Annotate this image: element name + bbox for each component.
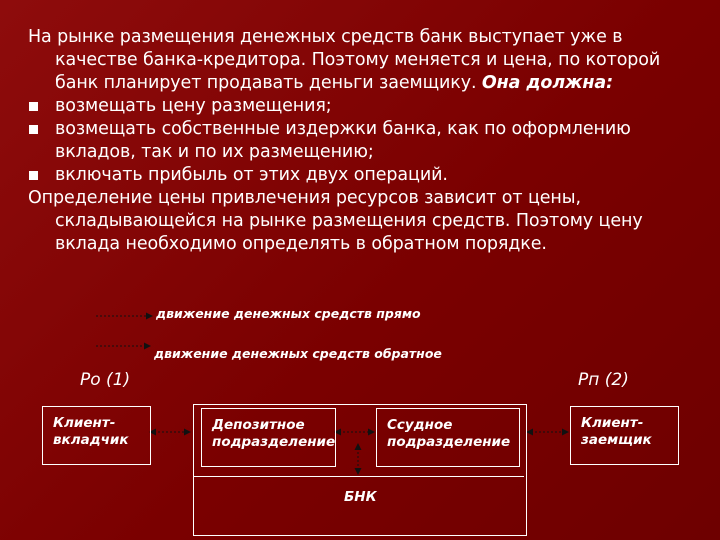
- box-loan-division: [376, 408, 520, 467]
- intro-emphasis: Она должна:: [481, 73, 613, 93]
- intro-line-3-text: банк планирует продавать деньги заемщику.: [55, 73, 482, 93]
- price-label-left: Pо (1): [80, 370, 131, 390]
- box-client-depositor: [42, 406, 151, 465]
- box-client-borrower-line2: заемщик: [581, 432, 652, 448]
- box-deposit-division: [201, 408, 336, 467]
- box-client-borrower-line1: Клиент-: [581, 415, 644, 431]
- box-client-depositor-text: [53, 415, 129, 449]
- box-client-borrower-text: [581, 415, 652, 449]
- box-client-depositor-line2: вкладчик: [53, 432, 129, 448]
- conclusion-line-2: складывающейся на рынке размещения средств. Поэтому цену: [55, 211, 643, 231]
- box-loan-division-line2: подразделение: [387, 434, 511, 450]
- box-loan-division-text: [387, 417, 510, 451]
- legend-reverse-label: движение денежных средств обратное: [154, 346, 442, 361]
- conclusion-line-1: Определение цены привлечения ресурсов зависит от цены,: [28, 188, 581, 208]
- intro-line-1: На рынке размещения денежных средств банк выступает уже в: [28, 27, 623, 47]
- intro-line-2: качестве банка-кредитора. Поэтому меняется и цена, по которой: [55, 50, 661, 70]
- price-label-right: Pп (2): [578, 370, 629, 390]
- bullet-text-1: возмещать цену размещения;: [55, 96, 332, 116]
- box-client-depositor-line1: Клиент-: [53, 415, 116, 431]
- box-client-borrower: [570, 406, 679, 465]
- conclusion-line-3: вклада необходимо определять в обратном порядке.: [55, 234, 547, 254]
- box-deposit-division-line1: Депозитное: [212, 417, 305, 433]
- box-bank-bottom: [194, 476, 524, 534]
- bullet-text-3: включать прибыль от этих двух операций.: [55, 165, 448, 185]
- box-bank-label: БНК: [344, 489, 377, 505]
- box-deposit-division-line2: подразделение: [212, 434, 336, 450]
- bullet-text-2a: возмещать собственные издержки банка, как по оформлению: [55, 119, 631, 139]
- legend-forward-label: движение денежных средств прямо: [156, 306, 421, 321]
- box-deposit-division-text: [212, 417, 335, 451]
- box-loan-division-line1: Ссудное: [387, 417, 453, 433]
- bullet-text-2b: вкладов, так и по их размещению;: [55, 142, 374, 162]
